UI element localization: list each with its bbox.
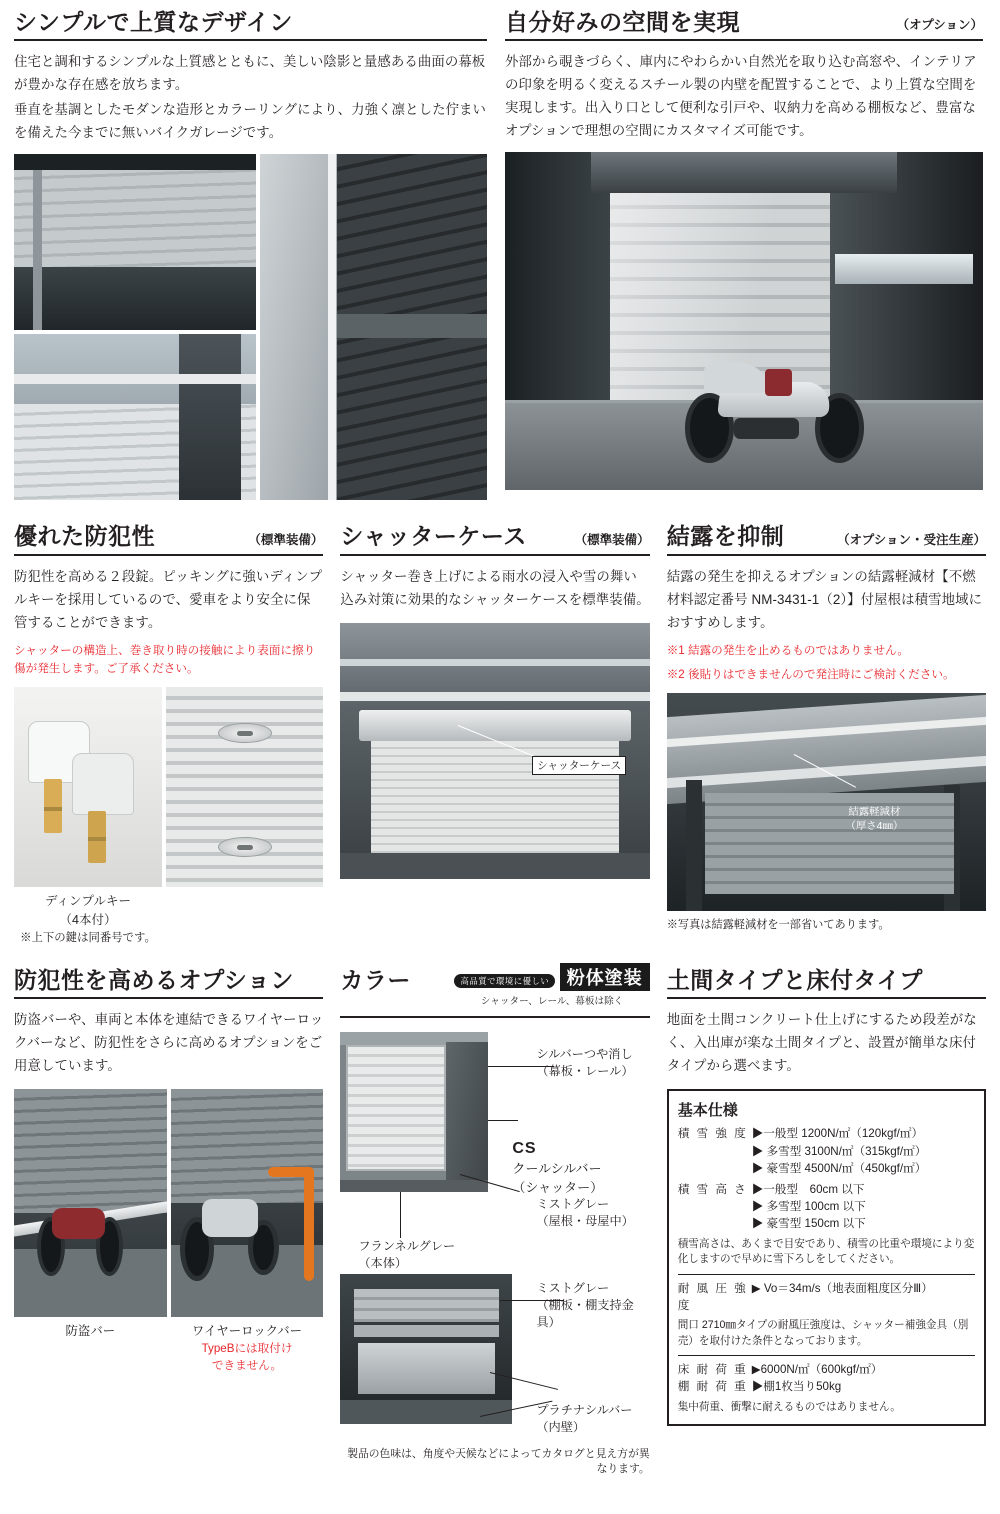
spec-values-snow-strength (752, 1125, 975, 1177)
spec-snow-height-1: ▶一般型 60cm 以下 (751, 1182, 865, 1196)
condensation-photo-label-1: 結露軽減材 (848, 807, 901, 819)
security-warning: シャッターの構造上、巻き取り時の接触により表面に擦り傷が発生します。ご了承ください。 (14, 643, 316, 676)
illustration-garage-exterior (340, 1032, 488, 1192)
spec-value-wind: ▶ Vo＝34m/s（地表面粗度区分Ⅲ） (751, 1281, 933, 1295)
photo-wire-lock-bar (171, 1089, 324, 1317)
security-paragraph: 防犯性を高める２段錠。ピッキングに強いディンプルキーを採用しているので、愛車をより安全に保管することができます。 (14, 568, 323, 630)
spec-divider-1 (678, 1274, 975, 1275)
space-heading-row (505, 10, 983, 41)
spec-label-snow-height: 積 雪 高 さ (677, 1182, 748, 1196)
shutter-case-block (340, 524, 649, 946)
color-diagram (340, 1024, 649, 1444)
security-photos (14, 687, 323, 887)
spec-snow-strength-2: ▶ 多雪型 3100N/㎡（315kgf/㎡） (751, 1144, 927, 1158)
badge-main-text: 粉体塗装 (560, 963, 650, 991)
security-option-paragraph: 防盗バーや、車両と本体を連結できるワイヤーロックバーなど、防犯性をさらに高めるオプションをご用意しています。 (14, 1012, 324, 1074)
condensation-paragraph: 結露の発生を抑えるオプションの結露軽減材【不燃材料認定番号 NM-3431-1（2）】付屋根は積雪地域におすすめします。 (666, 568, 983, 630)
condensation-photo-label-2: （厚さ4㎜） (845, 820, 904, 832)
design-block (14, 10, 487, 500)
spec-table (667, 1089, 986, 1426)
security-title: 優れた防犯性 (14, 523, 155, 550)
condensation-heading-row (667, 524, 986, 555)
spec-row-snow-strength (678, 1125, 975, 1177)
condensation-note-1: ※1 結露の発生を止めるものではありません。 (666, 643, 909, 657)
spec-note-load: 集中荷重、衝撃に耐えるものではありません。 (677, 1400, 901, 1413)
design-paragraph-2: 垂直を基調としたモダンな造形とカラーリングにより、力強く凛とした佇まいを備えた今までに無いバイクガレージです。 (14, 102, 487, 141)
condensation-block (667, 524, 986, 946)
floor-type-heading-row (667, 968, 986, 999)
space-block (505, 10, 983, 500)
spec-value-shelf-load: ▶棚1枚当り50kg (751, 1380, 842, 1394)
top-section (14, 10, 986, 500)
key-caption-line3: ※上下の鍵は同番号です。 (20, 931, 156, 944)
shutter-case-note: （標準装備） (574, 532, 650, 547)
security-heading-row (14, 524, 323, 555)
spec-snow-strength-1: ▶一般型 1200N/㎡（120kgf/㎡） (751, 1127, 924, 1141)
spec-snow-strength-3: ▶ 豪雪型 4500N/㎡（450kgf/㎡） (751, 1162, 927, 1176)
label-mist-grey-shelf-2: （棚板・棚支持金具） (536, 1298, 634, 1330)
spec-note-snow: 積雪高さは、あくまで目安であり、積雪の比重や環境により変化しますので早めに雪下ろしをしてください。 (677, 1237, 975, 1266)
caption-anti-theft-bar: 防盗バー (65, 1324, 116, 1339)
powder-coating-badge (454, 962, 649, 1007)
condensation-title: 結露を抑制 (666, 523, 785, 550)
photo-corner-detail (14, 334, 256, 500)
space-title: 自分好みの空間を実現 (505, 9, 740, 35)
shutter-case-photo-label: シャッターケース (532, 756, 626, 775)
condensation-footnote: ※写真は結露軽減材を一部省いてあります。 (666, 919, 890, 932)
space-note: （オプション） (896, 18, 983, 33)
security-option-heading-row (14, 968, 323, 999)
color-footnote: 製品の色味は、角度や天候などによってカタログと見え方が異なります。 (347, 1448, 650, 1476)
photo-anti-theft-bar (14, 1089, 167, 1317)
spec-row-snow-height (678, 1181, 975, 1233)
spec-row-floor-load (678, 1361, 975, 1378)
spec-label-wind: 耐 風 圧 強 度 (677, 1281, 748, 1312)
security-option-title: 防犯性を高めるオプション (14, 967, 294, 994)
key-caption-line1: ディンプルキー (44, 894, 131, 909)
label-cool-silver (512, 1140, 603, 1196)
photo-garage-ceiling (14, 154, 256, 330)
spec-label-shelf-load: 棚 耐 荷 重 (677, 1380, 748, 1394)
photo-garage-interior (505, 152, 983, 490)
caption-wire-lock-warn-2: できません。 (211, 1359, 283, 1373)
label-cool-silver-1: クールシルバー (512, 1161, 602, 1177)
label-silver-matte-1: シルバーつや消し (536, 1047, 633, 1062)
badge-sub-text: シャッター、レール、幕板は除く (480, 996, 624, 1008)
color-title: カラー (340, 967, 411, 994)
floor-type-title: 土間タイプと床付タイプ (666, 967, 923, 994)
design-heading-row (14, 10, 487, 41)
label-mist-grey-roof (536, 1196, 634, 1230)
color-heading-row (340, 968, 649, 1018)
security-note: （標準装備） (248, 532, 324, 547)
photo-dimple-keys (14, 687, 162, 887)
label-mist-grey-shelf-1: ミストグレー (536, 1281, 610, 1296)
photo-shutter-case (340, 623, 649, 879)
spec-snow-height-2: ▶ 多雪型 100cm 以下 (751, 1200, 866, 1214)
label-flannel-grey-2: （本体） (358, 1256, 408, 1271)
security-option-block (14, 968, 323, 1476)
photo-facade-panel (260, 154, 487, 500)
space-paragraph: 外部から覗きづらく、庫内にやわらかい自然光を取り込む高窓や、インテリアの印象を明るく変えるスチール製の内壁を配置することで、より上質な空間を実現します。出入り口として便利な引戸や、収納力を高める棚板など、豊富なオプションで理想の空間にカスタマイズ可能です。 (505, 54, 977, 139)
label-mist-grey-roof-2: （屋根・母屋中） (536, 1214, 634, 1229)
caption-wire-lock-bar: ワイヤーロックバー (191, 1324, 303, 1339)
label-flannel-grey (358, 1238, 455, 1272)
spec-value-floor-load: ▶6000N/㎡（600kgf/㎡） (751, 1363, 883, 1377)
key-caption (14, 892, 162, 946)
label-flannel-grey-1: フランネルグレー (358, 1239, 456, 1254)
shutter-case-paragraph: シャッター巻き上げによる雨水の浸入や雪の舞い込み対策に効果的なシャッターケースを標準装備。 (340, 568, 650, 607)
label-mist-grey-shelf (536, 1280, 649, 1331)
spec-table-title: 基本仕様 (677, 1102, 738, 1120)
design-photo-collage (14, 154, 487, 500)
label-platinum-silver (536, 1402, 632, 1436)
floor-type-block (667, 968, 986, 1476)
badge-ribbon-text: 高品質で環境に優しい (454, 974, 555, 988)
bottom-section (14, 968, 986, 1476)
color-block (340, 968, 649, 1476)
illustration-interior-shelf (340, 1274, 512, 1424)
label-silver-matte (536, 1046, 633, 1080)
spec-divider-2 (678, 1355, 975, 1356)
label-platinum-silver-1: プラチナシルバー (536, 1403, 633, 1418)
photo-condensation-material (667, 693, 986, 911)
spec-note-wind: 間口 2710㎜タイプの耐風圧強度は、シャッター補強金具（別売）を取付けた条件となっております。 (677, 1319, 969, 1347)
security-option-photos (14, 1089, 323, 1317)
shutter-case-heading-row (340, 524, 649, 555)
label-cs-code: CS (512, 1140, 537, 1158)
spec-label-snow-strength: 積 雪 強 度 (677, 1127, 748, 1141)
spec-row-shelf-load (678, 1378, 975, 1395)
label-platinum-silver-2: （内壁） (536, 1420, 586, 1435)
security-block (14, 524, 323, 946)
spec-values-snow-height (752, 1181, 975, 1233)
caption-wire-lock-warn-1: TypeBには取付け (201, 1342, 293, 1356)
spec-label-floor-load: 床 耐 荷 重 (677, 1363, 748, 1377)
security-option-captions (14, 1323, 323, 1375)
condensation-note: （オプション・受注生産） (837, 532, 986, 547)
key-caption-line2: （4本付） (59, 912, 117, 927)
shutter-case-title: シャッターケース (340, 523, 527, 550)
design-paragraph-1: 住宅と調和するシンプルな上質感とともに、美しい陰影と量感ある曲面の幕板が豊かな存在感を放ちます。 (14, 54, 486, 93)
design-title: シンプルで上質なデザイン (14, 9, 293, 35)
spec-snow-height-3: ▶ 豪雪型 150cm 以下 (751, 1217, 866, 1231)
label-silver-matte-2: （幕板・レール） (536, 1064, 634, 1079)
floor-type-paragraph: 地面を土間コンクリート仕上げにするため段差がなく、入出庫が楽な土間タイプと、設置が簡単な床付タイプから選べます。 (666, 1012, 977, 1074)
condensation-note-2: ※2 後貼りはできませんので発注時にご検討ください。 (666, 668, 955, 682)
spec-row-wind (678, 1280, 975, 1315)
label-cool-silver-2: （シャッター） (512, 1180, 604, 1196)
photo-shutter-lock (166, 687, 323, 887)
middle-section (14, 524, 986, 946)
label-mist-grey-roof-1: ミストグレー (536, 1197, 610, 1212)
